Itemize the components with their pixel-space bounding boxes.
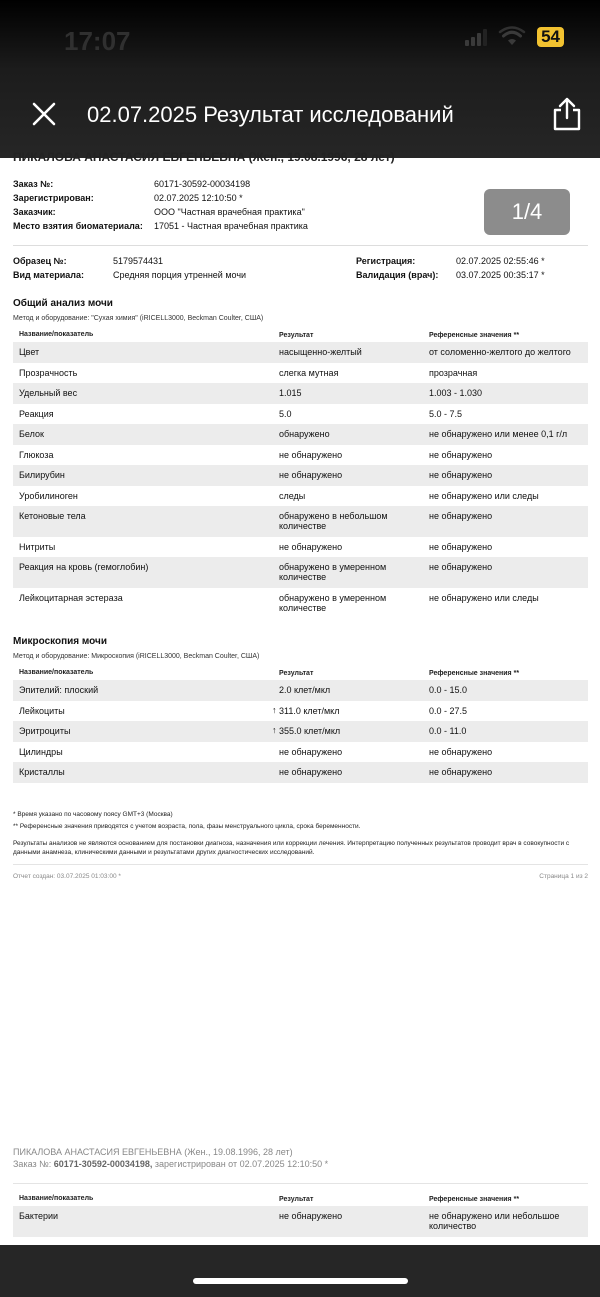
- close-icon[interactable]: [30, 100, 58, 128]
- row-reference: от соломенно-желтого до желтого: [429, 347, 571, 357]
- row-name: Билирубин: [19, 470, 65, 480]
- share-icon[interactable]: [550, 96, 584, 132]
- row-name: Уробилиноген: [19, 491, 78, 501]
- row-result: не обнаружено: [279, 470, 343, 480]
- cellular-signal-icon: [465, 28, 487, 46]
- row-result: обнаружено: [279, 429, 330, 439]
- row-name: Цвет: [19, 347, 40, 357]
- row-reference: 0.0 - 27.5: [429, 706, 468, 716]
- col-reference-header: Референсные значения **: [429, 332, 520, 339]
- row-reference: не обнаружено: [429, 450, 493, 460]
- row-name: Нитриты: [19, 542, 56, 552]
- row-result: слегка мутная: [279, 368, 339, 378]
- row-reference: не обнаружено: [429, 542, 493, 552]
- page2-patient-header: ПИКАЛОВА АНАСТАСИЯ ЕВГЕНЬЕВНА (Жен., 19.08.1996, 28 лет): [13, 1147, 293, 1157]
- row-result: обнаружено в умеренном количестве: [279, 593, 387, 613]
- divider: [13, 1183, 588, 1184]
- col-name-header: Название/показатель: [19, 331, 94, 338]
- table-row: [13, 680, 588, 701]
- row-name: Лейкоцитарная эстераза: [19, 593, 123, 603]
- row-reference: не обнаружено или следы: [429, 491, 539, 501]
- customer-value: ООО "Частная врачебная практика": [154, 207, 305, 217]
- row-reference: не обнаружено или следы: [429, 593, 539, 603]
- col-reference-header: Референсные значения **: [429, 670, 520, 677]
- top-navigation-bar: [0, 0, 600, 158]
- sampling-place-value: 17051 - Частная врачебная практика: [154, 221, 308, 231]
- row-result: не обнаружено: [279, 450, 343, 460]
- col-name-header: Название/показатель: [19, 669, 94, 676]
- row-result: обнаружено в небольшом количестве: [279, 511, 388, 531]
- sample-no-value: 5179574431: [113, 256, 164, 266]
- table-row: [13, 506, 588, 537]
- divider: [13, 864, 588, 865]
- table-header: [13, 328, 588, 342]
- row-result: не обнаружено: [279, 747, 343, 757]
- customer-label: Заказчик:: [13, 207, 56, 217]
- table-row: [13, 588, 588, 619]
- row-name: Эпителий: плоский: [19, 685, 99, 695]
- row-name: Белок: [19, 429, 44, 439]
- page2-order-line: Заказ №: 60171-30592-00034198, зарегистрирован от 02.07.2025 12:10:50 *: [13, 1159, 329, 1169]
- table-header: [13, 666, 588, 680]
- section-method: Метод и оборудование: "Сухая химия" (iRICELL3000, Beckman Coulter, США): [13, 315, 264, 322]
- table-header: [13, 1192, 588, 1206]
- table-row: [13, 537, 588, 557]
- status-icons: [465, 27, 564, 47]
- validation-label: Валидация (врач):: [356, 270, 439, 280]
- row-name: Реакция: [19, 409, 54, 419]
- table-row: [13, 465, 588, 486]
- table-row: [13, 762, 588, 783]
- bottom-bar: [0, 1245, 600, 1297]
- row-name: Эритроциты: [19, 726, 71, 736]
- sampling-place-label: Место взятия биоматериала:: [13, 221, 143, 231]
- row-name: Удельный вес: [19, 388, 78, 398]
- row-result: не обнаружено: [279, 1211, 343, 1221]
- row-name: Цилиндры: [19, 747, 63, 757]
- patient-header: ПИКАЛОВА АНАСТАСИЯ ЕВГЕНЬЕВНА (Жен., 19.08.1996, 28 лет): [13, 150, 395, 164]
- table-row: [13, 486, 588, 506]
- arrow-up-icon: ↑: [272, 725, 277, 735]
- row-name: Прозрачность: [19, 368, 78, 378]
- table-row: [13, 424, 588, 445]
- row-reference: прозрачная: [429, 368, 478, 378]
- order-label: Заказ №:: [13, 179, 54, 189]
- registration-value: 02.07.2025 02:55:46 *: [456, 256, 545, 266]
- material-value: Средняя порция утренней мочи: [113, 270, 247, 280]
- col-name-header: Название/показатель: [19, 1195, 94, 1202]
- table-row: [13, 701, 588, 721]
- status-time: 17:07: [64, 26, 131, 56]
- row-reference: не обнаружено: [429, 767, 493, 777]
- arrow-up-icon: ↑: [272, 705, 277, 715]
- table-row: [13, 404, 588, 424]
- section-title-microscopy: Микроскопия мочи: [13, 636, 107, 647]
- page-indicator: 1/4: [484, 189, 570, 235]
- row-reference: не обнаружено или менее 0,1 г/л: [429, 429, 568, 439]
- row-reference: не обнаружено: [429, 511, 493, 521]
- table-row: [13, 445, 588, 465]
- divider: [13, 245, 588, 246]
- col-result-header: Результат: [279, 1196, 314, 1203]
- report-created: Отчет создан: 03.07.2025 01:03:00 *: [13, 873, 121, 880]
- row-reference: не обнаружено: [429, 470, 493, 480]
- table-row: [13, 1206, 588, 1237]
- validation-value: 03.07.2025 00:35:17 *: [456, 270, 545, 280]
- registered-value: 02.07.2025 12:10:50 *: [154, 193, 243, 203]
- row-result: не обнаружено: [279, 767, 343, 777]
- row-result: следы: [279, 491, 306, 501]
- row-reference: 0.0 - 15.0: [429, 685, 468, 695]
- row-reference: не обнаружено или небольшое количество: [429, 1211, 560, 1231]
- row-result: ↑ 311.0 клет/мкл: [272, 705, 340, 716]
- sample-no-label: Образец №:: [13, 256, 67, 266]
- order-value: 60171-30592-00034198: [154, 179, 251, 189]
- table-row: [13, 383, 588, 404]
- row-reference: 1.003 - 1.030: [429, 388, 483, 398]
- table-row: [13, 363, 588, 383]
- battery-icon: 54: [537, 27, 564, 47]
- disclaimer-text: Результаты анализов не являются основанием для постановки диагноза, назначения или коррекции лечения. Интерпретацию полученных результатов проводит врач в совокупности с данными анамнеза, клиническими данными и результатами других диагностических исследований.: [13, 840, 570, 856]
- material-label: Вид материала:: [13, 270, 84, 280]
- row-result: 2.0 клет/мкл: [279, 685, 331, 695]
- footnote-reference: ** Референсные значения приводятся с учетом возраста, пола, фазы менструального цикла, срока беременности.: [13, 823, 361, 830]
- row-name: Глюкоза: [19, 450, 54, 460]
- urinalysis-table: [13, 328, 588, 619]
- section-title-urinalysis: Общий анализ мочи: [13, 298, 113, 309]
- row-result: 5.0: [279, 409, 292, 419]
- table-row: [13, 742, 588, 762]
- page-number: Страница 1 из 2: [539, 873, 588, 880]
- row-result: обнаружено в умеренном количестве: [279, 562, 387, 582]
- row-reference: не обнаружено: [429, 747, 493, 757]
- row-result: 1.015: [279, 388, 302, 398]
- row-result: ↑ 355.0 клет/мкл: [272, 725, 341, 736]
- row-name: Бактерии: [19, 1211, 59, 1221]
- col-reference-header: Референсные значения **: [429, 1196, 520, 1203]
- row-name: Реакция на кровь (гемоглобин): [19, 562, 149, 572]
- microscopy-table: [13, 666, 588, 783]
- wifi-icon: [499, 28, 525, 46]
- section-method: Метод и оборудование: Микроскопия (iRICELL3000, Beckman Coulter, США): [13, 653, 260, 660]
- row-result: насыщенно-желтый: [279, 347, 362, 357]
- row-result: не обнаружено: [279, 542, 343, 552]
- row-name: Кетоновые тела: [19, 511, 86, 521]
- sample-info: [13, 254, 246, 282]
- row-name: Лейкоциты: [19, 706, 65, 716]
- table-row: [13, 557, 588, 588]
- registration-label: Регистрация:: [356, 256, 416, 266]
- order-info: [13, 177, 308, 233]
- registration-info: [356, 254, 545, 282]
- row-reference: 0.0 - 11.0: [429, 726, 467, 736]
- col-result-header: Результат: [279, 670, 314, 677]
- page2-table: [13, 1192, 588, 1237]
- row-reference: не обнаружено: [429, 562, 493, 572]
- home-indicator[interactable]: [193, 1278, 408, 1284]
- registered-label: Зарегистрирован:: [13, 193, 94, 203]
- table-row: [13, 721, 588, 742]
- row-name: Кристаллы: [19, 767, 65, 777]
- pdf-document-view[interactable]: [0, 150, 600, 1245]
- page-title: 02.07.2025 Результат исследований: [87, 102, 454, 127]
- table-row: [13, 342, 588, 363]
- row-reference: 5.0 - 7.5: [429, 409, 463, 419]
- col-result-header: Результат: [279, 332, 314, 339]
- footnote-timezone: * Время указано по часовому поясу GMT+3 (Москва): [13, 811, 173, 818]
